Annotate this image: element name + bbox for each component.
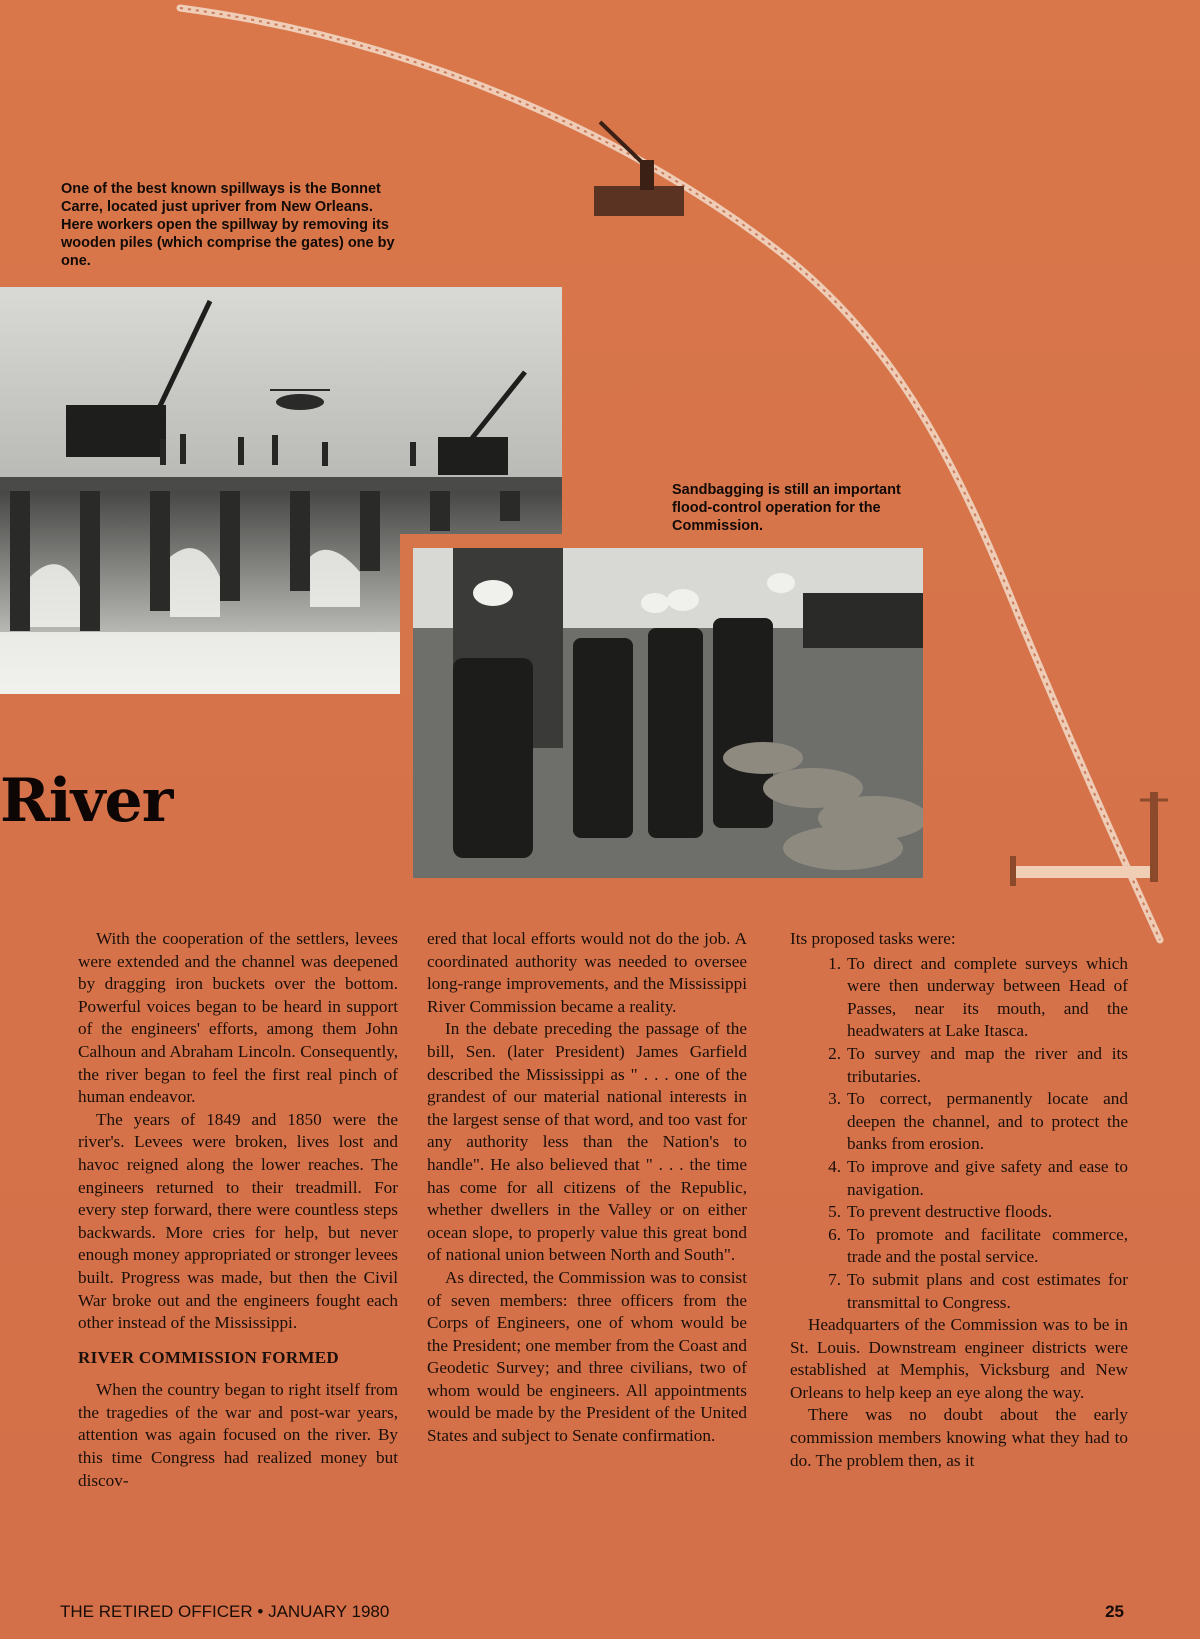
list-item: 1. To direct and complete surveys which were then underway between Head of Passes, near its mouth, and the headwaters at Lake Itasca. — [828, 953, 1128, 1041]
paragraph: With the cooperation of the settlers, levees were extended and the channel was deepened by dragging iron buckets over the bottom. Powerful voices began to be heard in support of the engineers' efforts, among them John Calhoun and Abraham Lincoln. Consequently, the river began to feel the first real pinch of human endeavor. — [78, 929, 398, 1107]
paragraph: Headquarters of the Commission was to be in St. Louis. Downstream engineer districts were established at Memphis, Vicksburg and New Orleans to help keep an eye along the way. — [790, 1315, 1128, 1402]
paragraph: The years of 1849 and 1850 were the river's. Levees were broken, lives lost and havoc reigned along the lower reaches. The engineers returned to their treadmill. For every step forward, there were countless steps backwards. More cries for help, but never enough money appropriated or stronger levees built. Progress was made, but then the Civil War broke out and the engineers fought each other instead of the Mississippi. — [78, 1109, 398, 1333]
paragraph: ered that local efforts would not do the job. A coordinated authority was needed to oversee long-range improvements, and the Mississippi River Commission became a reality. — [427, 929, 747, 1016]
pier-icon — [1010, 792, 1168, 886]
sandbag-photo-caption: Sandbagging is still an important flood-control operation for the Commission. — [672, 482, 901, 534]
paragraph: In the debate preceding the passage of the bill, Sen. (later President) James Garfield described the Mississippi as " . . . one of the grandest of our material national interests in the largest sense of that word, and too vast for any authority less than the Nation's to handle". He also believed that " . . . the time has come for all citizens of the Republic, whether dwellers in the Valley or on either ocean slope, to properly value this great bond of national union between North and South". — [427, 1019, 747, 1265]
sandbagging-photo — [413, 548, 923, 878]
text-column-1 — [78, 928, 398, 1492]
list-item: 3. To correct, permanently locate and deepen the channel, and to protect the banks from erosion. — [828, 1089, 1128, 1154]
article-heading: River — [0, 766, 173, 836]
tasks-list — [790, 953, 1128, 1315]
list-item: 4. To improve and give safety and ease to navigation. — [828, 1156, 1128, 1199]
list-item: 7. To submit plans and cost estimates for transmittal to Congress. — [828, 1269, 1128, 1312]
paragraph: As directed, the Commission was to consist of seven members: three officers from the Corps of Engineers, one of whom would be the President; one member from the Coast and Geodetic Survey; and three civilians, two of whom would be engineers. All appointments would be made by the President of the United States and subject to Senate confirmation. — [427, 1267, 747, 1446]
tasks-intro: Its proposed tasks were: — [790, 929, 956, 948]
section-subheading: RIVER COMMISSION FORMED — [78, 1347, 339, 1367]
paragraph: There was no doubt about the early commission members knowing what they had to do. The problem then, as it — [790, 1405, 1128, 1470]
publication-line: THE RETIRED OFFICER • JANUARY 1980 — [60, 1602, 390, 1621]
dredge-boat-icon — [594, 122, 684, 216]
text-column-3 — [790, 928, 1128, 1472]
list-item: 6. To promote and facilitate commerce, trade and the postal service. — [828, 1224, 1128, 1267]
text-column-2 — [427, 928, 747, 1448]
spillway-photo-caption: One of the best known spillways is the Bonnet Carre, located just upriver from New Orleans. Here workers open the spillway by removing its wooden piles (which comprise the gates) one by one. — [61, 181, 395, 269]
sandbagging-photo-image — [413, 548, 923, 878]
list-item: 2. To survey and map the river and its tributaries. — [828, 1043, 1128, 1086]
page-number: 25 — [1105, 1602, 1124, 1621]
paragraph: When the country began to right itself from the tragedies of the war and post-war years, attention was again focused on the river. By this time Congress had realized money but discov- — [78, 1380, 398, 1490]
list-item: 5. To prevent destructive floods. — [828, 1202, 1052, 1222]
